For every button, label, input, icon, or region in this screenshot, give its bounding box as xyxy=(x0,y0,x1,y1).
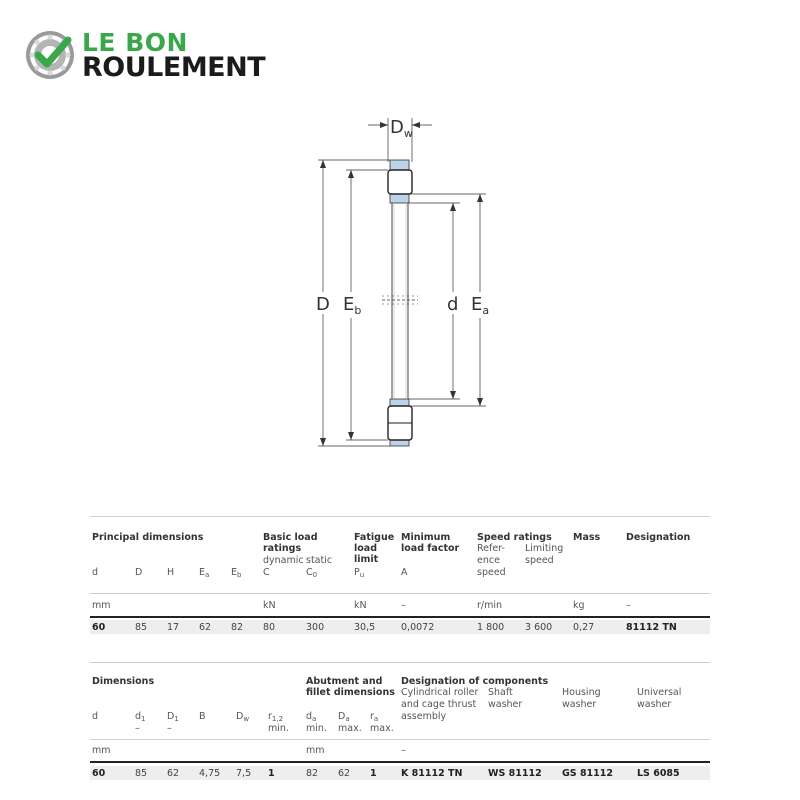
cell-designation: 81112 TN xyxy=(626,622,677,633)
subheader-reference-3: speed xyxy=(477,567,506,578)
unit-kN-ratings: kN xyxy=(263,600,276,611)
header-fatigue-3: limit xyxy=(354,554,379,565)
cell-shaft-washer: WS 81112 xyxy=(488,768,542,779)
symbol-da-qualifier: min. xyxy=(306,723,327,734)
symbol-r12: $r_{1,2}$ xyxy=(268,711,284,723)
cell-Dw: 7,5 xyxy=(236,768,252,779)
unit-kN-fatigue: kN xyxy=(354,600,367,611)
data-top-rule xyxy=(90,761,710,763)
cell-universal-washer: LS 6085 xyxy=(637,768,680,779)
units-top-rule xyxy=(90,593,710,594)
header-fatigue-2: load xyxy=(354,543,377,554)
symbol-D: D xyxy=(135,567,143,578)
unit-kg: kg xyxy=(573,600,585,611)
subheader-housing-1: Housing xyxy=(562,687,601,698)
symbol-da: $d_a$ xyxy=(306,711,317,723)
cell-da: 82 xyxy=(306,768,319,779)
unit-mm-abutment: mm xyxy=(306,745,325,756)
symbol-D1: $D_1$ xyxy=(167,711,179,723)
housing-washer-top xyxy=(390,160,409,170)
cell-Eb: 82 xyxy=(231,622,244,633)
unit-components: – xyxy=(401,745,406,756)
subheader-reference-1: Refer- xyxy=(477,543,505,554)
cell-d: 60 xyxy=(92,768,106,779)
table-row xyxy=(90,620,710,634)
unit-min-load: – xyxy=(401,600,406,611)
symbol-C0: $C_0$ xyxy=(306,567,318,579)
symbol-ra: $r_a$ xyxy=(370,711,379,723)
symbol-Pu: $P_u$ xyxy=(354,567,365,579)
subheader-limiting-2: speed xyxy=(525,555,554,566)
subheader-limiting-1: Limiting xyxy=(525,543,564,554)
cell-housing-washer: GS 81112 xyxy=(562,768,613,779)
header-basic-load-ratings-2: ratings xyxy=(263,543,302,554)
data-top-rule xyxy=(90,616,710,618)
symbol-Da: $D_a$ xyxy=(338,711,350,723)
logo-text-line1: LE BON xyxy=(82,28,188,57)
subheader-universal-2: washer xyxy=(637,699,672,710)
symbol-Dw: $D_w$ xyxy=(236,711,250,723)
cell-roller-assembly: K 81112 TN xyxy=(401,768,463,779)
dim-label-Eb: $E_b$ xyxy=(343,294,362,317)
header-basic-load-ratings-1: Basic load xyxy=(263,532,318,543)
subheader-housing-2: washer xyxy=(562,699,597,710)
cell-limiting-speed: 3 600 xyxy=(525,622,553,633)
units-top-rule xyxy=(90,739,710,740)
shaft-washer-bottom xyxy=(390,399,409,406)
subheader-reference-2: ence xyxy=(477,555,500,566)
dim-label-Ea: $E_a$ xyxy=(471,294,490,317)
symbol-d1-dash: – xyxy=(135,723,140,734)
subheader-shaft-2: washer xyxy=(488,699,523,710)
subheader-cylindrical-1: Cylindrical roller xyxy=(401,687,479,698)
symbol-D1-dash: – xyxy=(167,723,172,734)
principal-dimensions-table xyxy=(90,516,710,638)
cell-r12: 1 xyxy=(268,768,275,779)
symbol-r12-qualifier: min. xyxy=(268,723,289,734)
roller-top xyxy=(388,170,412,194)
subheader-universal-1: Universal xyxy=(637,687,682,698)
cell-Pu: 30,5 xyxy=(354,622,376,633)
cell-reference-speed: 1 800 xyxy=(477,622,505,633)
cell-C0: 300 xyxy=(306,622,325,633)
symbol-A: A xyxy=(401,567,408,578)
cell-ra: 1 xyxy=(370,768,377,779)
header-designation: Designation xyxy=(626,532,691,543)
cell-d1: 85 xyxy=(135,768,148,779)
unit-rmin: r/min xyxy=(477,600,503,611)
header-minimum-1: Minimum xyxy=(401,532,451,543)
unit-mm-dimensions: mm xyxy=(92,745,111,756)
symbol-Da-qualifier: max. xyxy=(338,723,362,734)
header-abutment-1: Abutment and xyxy=(306,676,383,687)
symbol-d: d xyxy=(92,567,99,578)
cell-mass: 0,27 xyxy=(573,622,595,633)
header-dimensions: Dimensions xyxy=(92,676,155,687)
logo-text-line2: ROULEMENT xyxy=(82,52,266,83)
symbol-C: C xyxy=(263,567,270,578)
header-speed-ratings: Speed ratings xyxy=(477,532,552,543)
subheader-static: static xyxy=(306,555,333,566)
symbol-B: B xyxy=(199,711,206,722)
cell-D: 85 xyxy=(135,622,148,633)
header-designation-components: Designation of components xyxy=(401,676,549,687)
header-fatigue-1: Fatigue xyxy=(354,532,395,543)
dim-label-D: D xyxy=(316,294,330,315)
subheader-cylindrical-3: assembly xyxy=(401,711,447,722)
table-row xyxy=(90,766,710,780)
header-principal-dimensions: Principal dimensions xyxy=(92,532,204,543)
symbol-ra-qualifier: max. xyxy=(370,723,394,734)
symbol-d: d xyxy=(92,711,99,722)
symbol-H: H xyxy=(167,567,175,578)
unit-designation: – xyxy=(626,600,631,611)
subheader-dynamic: dynamic xyxy=(263,555,304,566)
cell-H: 17 xyxy=(167,622,180,633)
cell-Ea: 62 xyxy=(199,622,212,633)
cell-Da: 62 xyxy=(338,768,351,779)
cell-B: 4,75 xyxy=(199,768,221,779)
dimensions-table xyxy=(90,662,710,784)
subheader-shaft-1: Shaft xyxy=(488,687,513,698)
header-minimum-2: load factor xyxy=(401,543,460,554)
dim-label-Dw: $D_w$ xyxy=(390,117,413,140)
header-mass: Mass xyxy=(573,532,601,543)
shaft-washer-top xyxy=(390,194,409,203)
table-top-rule xyxy=(90,516,710,517)
housing-washer-bottom xyxy=(390,440,409,446)
cell-D1: 62 xyxy=(167,768,180,779)
dim-label-d: d xyxy=(447,294,459,315)
symbol-Ea: $E_a$ xyxy=(199,567,210,579)
cell-d: 60 xyxy=(92,622,106,633)
cell-C: 80 xyxy=(263,622,276,633)
table-top-rule xyxy=(90,662,710,663)
symbol-d1: $d_1$ xyxy=(135,711,146,723)
cell-A: 0,0072 xyxy=(401,622,435,633)
subheader-cylindrical-2: and cage thrust xyxy=(401,699,477,710)
unit-mm: mm xyxy=(92,600,111,611)
symbol-Eb: $E_b$ xyxy=(231,567,242,579)
header-abutment-2: fillet dimensions xyxy=(306,687,395,698)
